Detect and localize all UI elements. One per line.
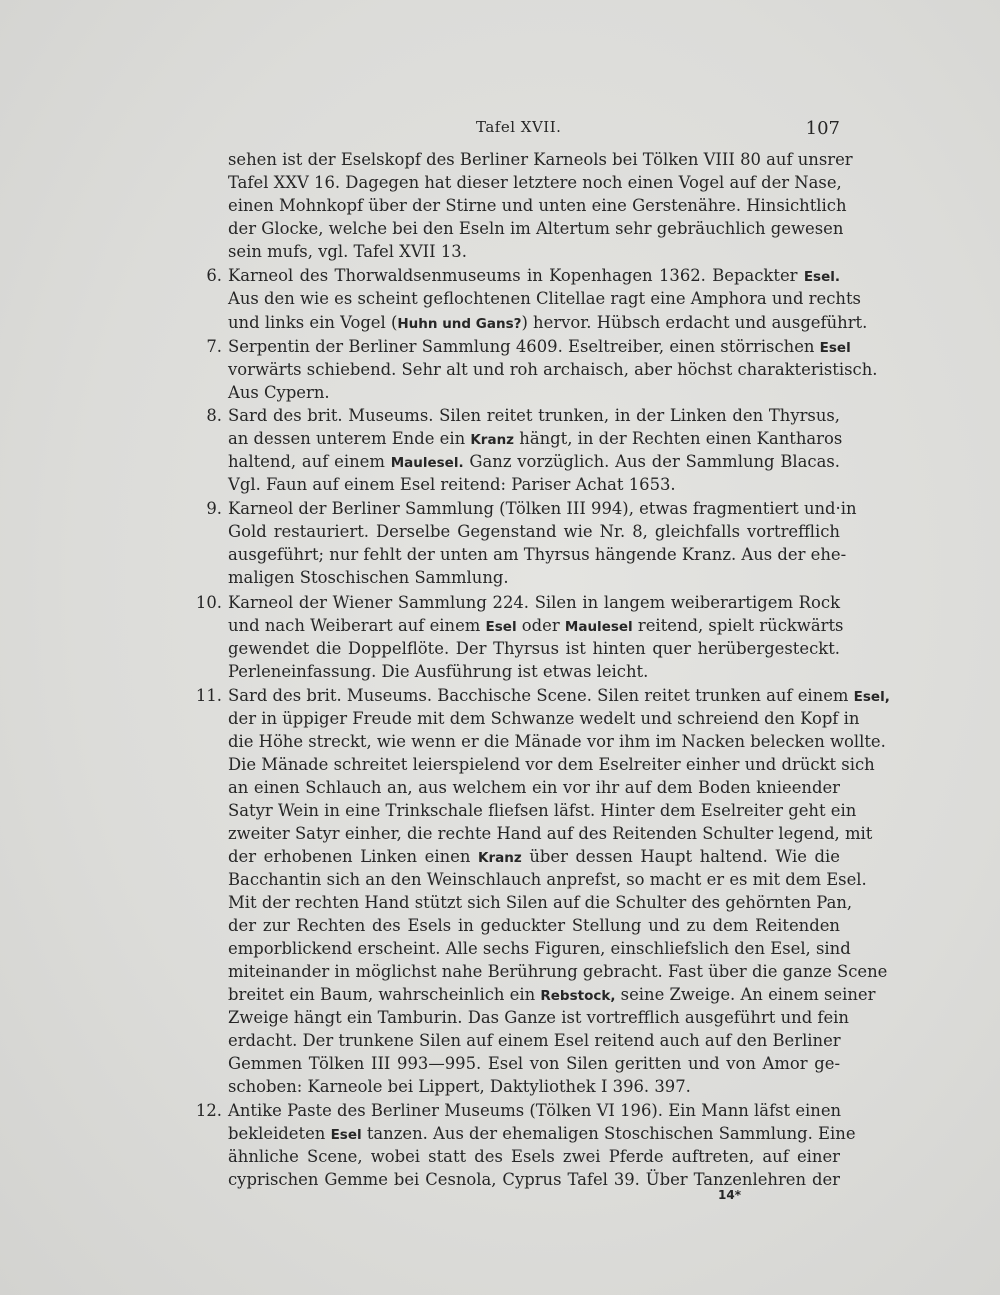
text-line: Aus den wie es scheint geflochtenen Clitellae ragt eine Amphora und rechts <box>228 289 861 308</box>
text-line: Sard des brit. Museums. Silen reitet trunken, in der Linken den Thyrsus, <box>228 406 840 425</box>
item-number: 9. <box>206 499 222 518</box>
emphasis-term: Esel <box>485 619 517 635</box>
text-line: Bacchantin sich an den Weinschlauch anprefst, so macht er es mit dem Esel. <box>228 870 867 889</box>
emphasis-term: Maulesel. <box>390 455 464 471</box>
text-span: der erhobenen Linken einen <box>228 847 479 866</box>
text-span: oder <box>516 616 565 635</box>
text-line: Satyr Wein in eine Trinkschale fliefsen läfst. Hinter dem Eselreiter geht ein <box>228 801 857 820</box>
text-line: der in üppiger Freude mit dem Schwanze wedelt und schreiend den Kopf in <box>228 709 860 728</box>
text-line <box>228 847 840 868</box>
text-line <box>228 337 851 358</box>
text-span: bekleideten <box>228 1124 331 1143</box>
text-line: der Glocke, welche bei den Eseln im Altertum sehr gebräuchlich gewesen <box>228 219 844 238</box>
emphasis-term: Kranz <box>470 432 515 448</box>
text-span: seine Zweige. An einem seiner <box>615 985 876 1004</box>
text-line: der zur Rechten des Esels in geduckter Stellung und zu dem Reitenden <box>228 916 840 935</box>
text-line <box>228 429 843 450</box>
text-line: ausgeführt; nur fehlt der unten am Thyrsus hängende Kranz. Aus der ehe- <box>228 545 847 564</box>
running-title: Tafel XVII. <box>476 118 562 136</box>
text-line: zweiter Satyr einher, die rechte Hand auf des Reitenden Schulter legend, mit <box>228 824 873 843</box>
text-line: emporblickend erscheint. Alle sechs Figuren, einschliefslich den Esel, sind <box>228 939 851 958</box>
text-span: haltend, auf einem <box>228 452 391 471</box>
text-span: hängt, in der Rechten einen Kantharos <box>514 429 843 448</box>
text-span: Sard des brit. Museums. Bacchische Scene. Silen reitet trunken auf einem <box>228 686 854 705</box>
text-line: sehen ist der Eselskopf des Berliner Karneols bei Tölken VIII 80 auf unsrer <box>228 150 853 169</box>
text-span: an dessen unterem Ende ein <box>228 429 471 448</box>
item-number: 6. <box>206 266 222 285</box>
text-span: breitet ein Baum, wahrscheinlich ein <box>228 985 541 1004</box>
text-line <box>228 313 868 334</box>
text-line: gewendet die Doppelflöte. Der Thyrsus ist hinten quer herübergesteckt. <box>228 639 840 658</box>
text-line <box>228 1124 856 1145</box>
emphasis-term: Huhn und Gans? <box>397 316 522 332</box>
text-line: schoben: Karneole bei Lippert, Daktyliothek I 396. 397. <box>228 1077 691 1096</box>
text-line <box>228 985 876 1006</box>
signature-mark: 14* <box>718 1188 741 1202</box>
page-number: 107 <box>805 118 840 139</box>
text-line: Aus Cypern. <box>228 383 330 402</box>
item-number: 7. <box>206 337 222 356</box>
text-line: cyprischen Gemme bei Cesnola, Cyprus Tafel 39. Über Tanzenlehren der <box>228 1170 840 1189</box>
emphasis-term: Rebstock, <box>540 988 616 1004</box>
text-span: reitend, spielt rückwärts <box>632 616 844 635</box>
text-line: vorwärts schiebend. Sehr alt und roh archaisch, aber höchst charakteristisch. <box>228 360 878 379</box>
text-line: Die Mänade schreitet leierspielend vor dem Eselreiter einher und drückt sich <box>228 755 875 774</box>
text-line: Gold restauriert. Derselbe Gegenstand wie Nr. 8, gleichfalls vortrefflich <box>228 522 840 541</box>
text-line: einen Mohnkopf über der Stirne und unten eine Gerstenähre. Hinsichtlich <box>228 196 847 215</box>
page-header <box>228 118 840 142</box>
item-number: 8. <box>206 406 222 425</box>
emphasis-term: Esel <box>819 340 851 356</box>
text-line: sein mufs, vgl. Tafel XVII 13. <box>228 242 467 261</box>
text-span: ) hervor. Hübsch erdacht und ausgeführt. <box>521 313 868 332</box>
text-line <box>228 266 840 287</box>
text-line: an einen Schlauch an, aus welchem ein vor ihr auf dem Boden knieender <box>228 778 840 797</box>
text-line: Vgl. Faun auf einem Esel reitend: Pariser Achat 1653. <box>228 475 676 494</box>
emphasis-term: Esel, <box>853 689 890 705</box>
text-span: und links ein Vogel ( <box>228 313 398 332</box>
text-span: Ganz vorzüglich. Aus der Sammlung Blacas. <box>463 452 840 471</box>
text-line: Perleneinfassung. Die Ausführung ist etwas leicht. <box>228 662 649 681</box>
text-line: Gemmen Tölken III 993—995. Esel von Silen geritten und von Amor ge- <box>228 1054 840 1073</box>
text-line: Antike Paste des Berliner Museums (Tölken VI 196). Ein Mann läfst einen <box>228 1101 842 1120</box>
text-span: und nach Weiberart auf einem <box>228 616 486 635</box>
text-line: erdacht. Der trunkene Silen auf einem Esel reitend auch auf den Berliner <box>228 1031 841 1050</box>
text-line <box>228 686 890 707</box>
text-line: Karneol der Berliner Sammlung (Tölken III 994), etwas fragmentiert und·in <box>228 499 857 518</box>
text-line <box>228 616 844 637</box>
text-span: Serpentin der Berliner Sammlung 4609. Eseltreiber, einen störrischen <box>228 337 820 356</box>
text-line: maligen Stoschischen Sammlung. <box>228 568 509 587</box>
text-line: ähnliche Scene, wobei statt des Esels zwei Pferde auftreten, auf einer <box>228 1147 840 1166</box>
text-line: Tafel XXV 16. Dagegen hat dieser letztere noch einen Vogel auf der Nase, <box>228 173 842 192</box>
item-number: 12. <box>195 1101 222 1120</box>
item-number: 11. <box>195 686 222 705</box>
text-line <box>228 452 840 473</box>
text-line: Karneol der Wiener Sammlung 224. Silen in langem weiberartigem Rock <box>228 593 840 612</box>
text-line: miteinander in möglichst nahe Berührung gebracht. Fast über die ganze Scene <box>228 962 888 981</box>
emphasis-term: Esel <box>330 1127 362 1143</box>
text-span: über dessen Haupt haltend. Wie die <box>521 847 840 866</box>
emphasis-term: Esel. <box>803 269 840 285</box>
text-span: tanzen. Aus der ehemaligen Stoschischen Sammlung. Eine <box>361 1124 856 1143</box>
item-number: 10. <box>195 593 222 612</box>
text-line: die Höhe streckt, wie wenn er die Mänade vor ihm im Nacken belecken wollte. <box>228 732 886 751</box>
text-line: Zweige hängt ein Tamburin. Das Ganze ist vortrefflich ausgeführt und fein <box>228 1008 849 1027</box>
emphasis-term: Maulesel <box>564 619 633 635</box>
text-span: Karneol des Thorwaldsenmuseums in Kopenhagen 1362. Bepackter <box>228 266 804 285</box>
text-line: Mit der rechten Hand stützt sich Silen auf die Schulter des gehörnten Pan, <box>228 893 853 912</box>
emphasis-term: Kranz <box>478 850 522 866</box>
